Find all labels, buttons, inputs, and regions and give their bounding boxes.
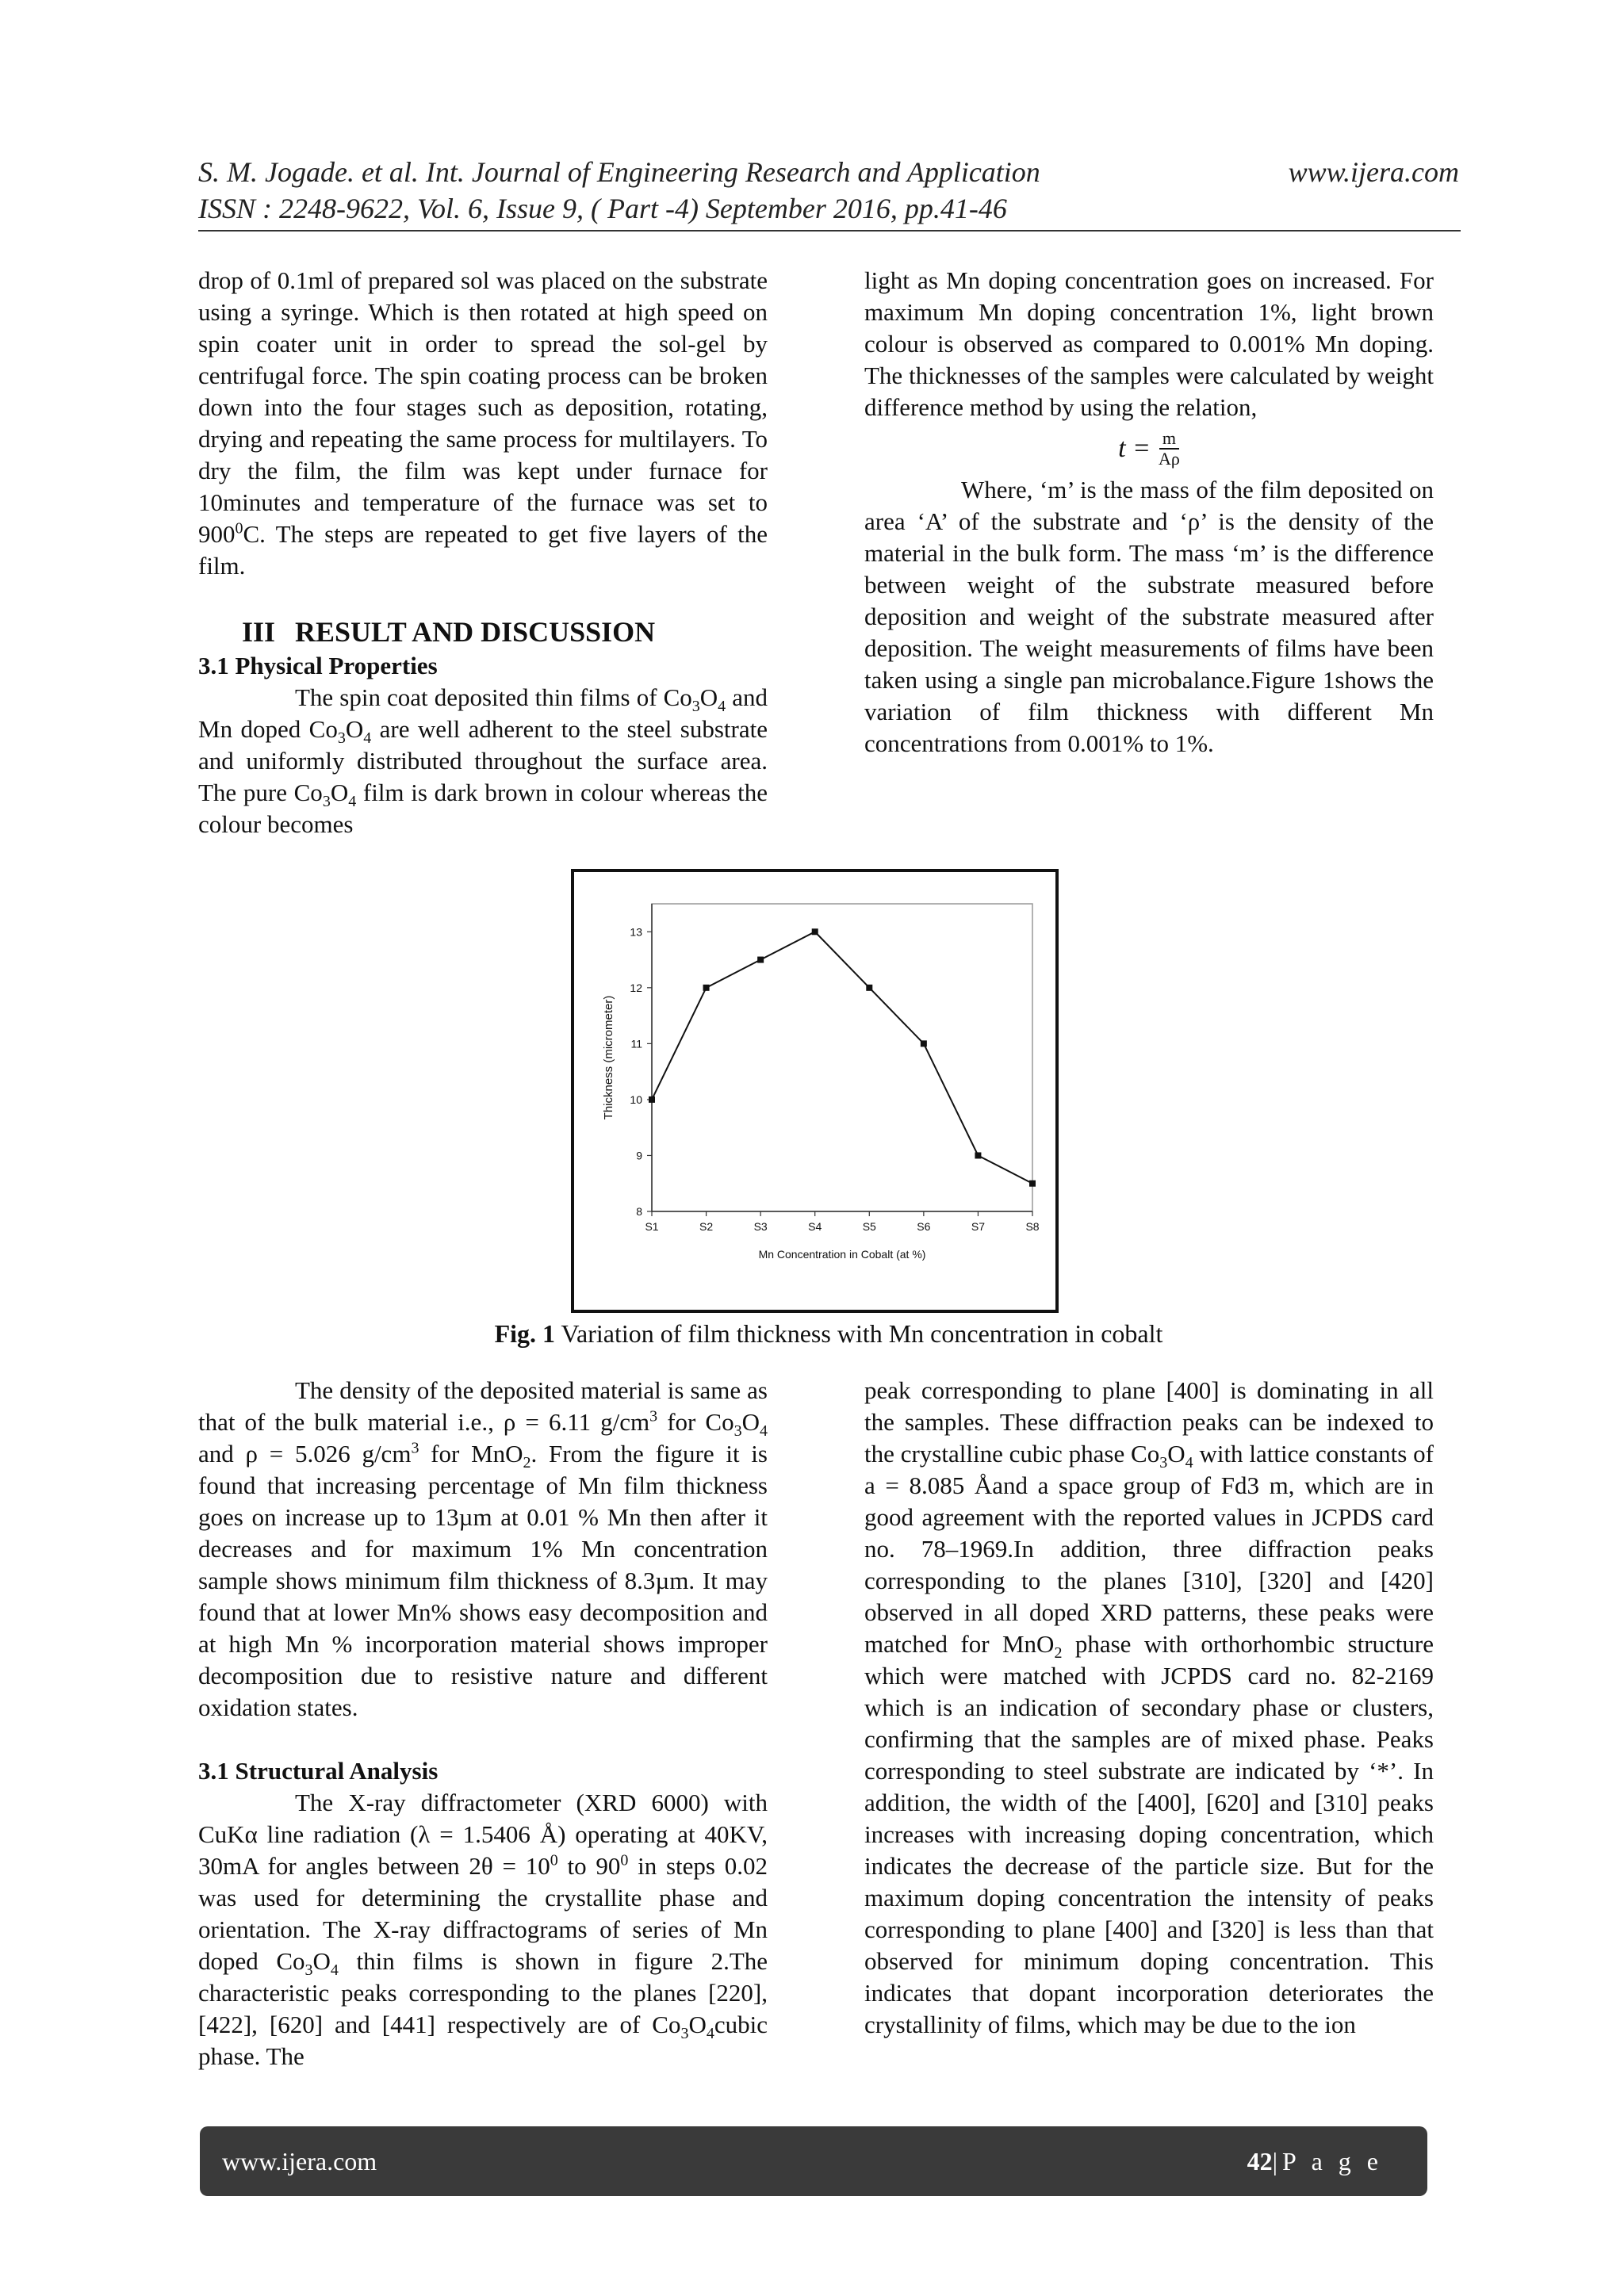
thickness-chart bbox=[574, 872, 1055, 1310]
x-tick-label: S8 bbox=[1025, 1220, 1040, 1233]
data-point-S1 bbox=[649, 1096, 655, 1103]
data-point-S4 bbox=[812, 928, 818, 935]
x-axis-ticks bbox=[645, 1211, 1039, 1233]
paragraph: The density of the deposited material is same as that of the bulk material i.e., ρ = 6.11 $g/cm^3$ for $Co_3O_4$ and ρ = 5.026 $g/cm^3$ for MnO$_2$. From the figure it is found that increasing percentage of Mn film thickness goes on increase up to 13µm at 0.01 % Mn then after it decreases and for maximum 1% Mn concentration sample shows minimum film thickness of 8.3µm. It may found that at lower Mn% shows easy decomposition and at high Mn % incorporation material shows improper decomposition due to resistive nature and different oxidation states. bbox=[198, 1376, 768, 1721]
data-point-S6 bbox=[921, 1040, 927, 1047]
subsection-heading: 3.1 Structural Analysis bbox=[198, 1757, 439, 1785]
x-tick-label: S4 bbox=[808, 1220, 822, 1233]
subsection-heading: 3.1 Physical Properties bbox=[198, 652, 438, 679]
header-website[interactable]: www.ijera.com bbox=[1288, 156, 1459, 188]
figure-caption: Fig. 1 Variation of film thickness with Mn concentration in cobalt bbox=[494, 1319, 1163, 1348]
series-line bbox=[652, 932, 1032, 1183]
running-header bbox=[198, 154, 1459, 227]
right-column-top bbox=[864, 265, 1434, 760]
paragraph: The spin coat deposited thin films of $Co_3O_4$ and Mn doped $Co_3O_4$ are well adherent to the steel substrate and uniformly distributed throughout the surface area. The pure $Co_3O_4$ film is dark brown in colour whereas the colour becomes bbox=[198, 683, 768, 838]
data-point-S3 bbox=[757, 957, 764, 963]
data-point-S5 bbox=[866, 985, 872, 991]
data-point-S8 bbox=[1029, 1181, 1036, 1187]
x-tick-label: S1 bbox=[645, 1220, 659, 1233]
right-column-bottom bbox=[864, 1375, 1434, 2041]
section-heading: III RESULT AND DISCUSSION bbox=[242, 616, 656, 648]
x-tick-label: S6 bbox=[917, 1220, 931, 1233]
y-axis-ticks bbox=[630, 925, 652, 1218]
figure-frame bbox=[571, 869, 1059, 1313]
plot-area-border bbox=[652, 904, 1032, 1211]
header-journal: S. M. Jogade. et al. Int. Journal of Engineering Research and Application bbox=[198, 156, 1040, 188]
x-tick-label: S2 bbox=[699, 1220, 714, 1233]
paragraph: drop of 0.1ml of prepared sol was placed on the substrate using a syringe. Which is then rotated at high speed on spin coater unit in order to spread the sol-gel by centrifugal force. The spin coating process can be broken down into the four stages such as deposition, rotating, drying and repeating the same process for multilayers. To dry the film, the film was kept under furnace for 10minutes and temperature of the furnace was set to $900^0C$. The steps are repeated to get five layers of the film. bbox=[198, 266, 768, 580]
header-divider bbox=[198, 230, 1461, 232]
x-tick-label: S7 bbox=[971, 1220, 985, 1233]
data-point-S2 bbox=[703, 985, 710, 991]
paragraph: Where, ‘m’ is the mass of the film deposited on area ‘A’ of the substrate and ‘ρ’ is the density of the material in the bulk form. The mass ‘m’ is the difference between weight of the substrate measured before deposition and weight of the substrate measured after deposition. The weight measurements of films have been taken using a single pan microbalance.Figure 1shows the variation of film thickness with different Mn concentrations from 0.001% to 1%. bbox=[864, 476, 1434, 757]
data-markers bbox=[649, 928, 1036, 1186]
y-tick-label: 12 bbox=[630, 981, 642, 994]
page-footer bbox=[200, 2126, 1427, 2196]
x-axis-label: Mn Concentration in Cobalt (at %) bbox=[758, 1248, 926, 1261]
thickness-equation: t = $\frac{m}{A\rho}$ bbox=[1118, 428, 1180, 469]
y-axis-label: Thickness (micrometer) bbox=[602, 995, 615, 1120]
data-point-S7 bbox=[975, 1152, 981, 1158]
x-tick-label: S3 bbox=[753, 1220, 768, 1233]
y-tick-label: 10 bbox=[630, 1093, 642, 1106]
y-tick-label: 8 bbox=[636, 1205, 642, 1218]
footer-website[interactable]: www.ijera.com bbox=[222, 2146, 377, 2175]
y-tick-label: 13 bbox=[630, 925, 642, 939]
left-column-bottom bbox=[198, 1375, 768, 2072]
page-number: 42|P a g e bbox=[1247, 2146, 1383, 2175]
paragraph: peak corresponding to plane [400] is dominating in all the samples. These diffraction peaks can be indexed to the crystalline cubic phase $Co_3O_4$ with lattice constants of a = 8.085 Åand a space group of Fd3 m, which are in good agreement with the reported values in JCPDS card no. 78–1969.In addition, three diffraction peaks corresponding to the planes [310], [320] and [420] observed in all doped XRD patterns, these peaks were matched for MnO$_2$ phase with orthorhombic structure which were matched with JCPDS card no. 82-2169 which is an indication of secondary phase or clusters, confirming that the samples are of mixed phase. Peaks corresponding to steel substrate are indicated by ‘*’. In addition, the width of the [400], [620] and [310] peaks increases with increasing doping concentration, which indicates the decrease of the particle size. But for the maximum doping concentration the intensity of peaks corresponding to plane [400] and [320] is less than that observed for minimum doping concentration. This indicates that dopant incorporation deteriorates the crystallinity of films, which may be due to the ion bbox=[864, 1376, 1434, 2038]
y-tick-label: 11 bbox=[630, 1037, 642, 1050]
header-issn: ISSN : 2248-9622, Vol. 6, Issue 9, ( Part -4) September 2016, pp.41-46 bbox=[198, 193, 1007, 224]
paragraph: The X-ray diffractometer (XRD 6000) with CuKα line radiation (λ = 1.5406 Å) operating at 40KV, 30mA for angles between $2\theta = 10^0$ to $90^0$ in steps 0.02 was used for determining the crystallite phase and orientation. The X-ray diffractograms of series of Mn doped $Co_3O_4$ thin films is shown in figure 2.The characteristic peaks corresponding to the planes [220], [422], [620] and [441] respectively are of $Co_3O_4cubic$ phase. The bbox=[198, 1789, 768, 2070]
y-tick-label: 9 bbox=[636, 1149, 642, 1162]
paragraph: light as Mn doping concentration goes on increased. For maximum Mn doping concentration 1%, light brown colour is observed as compared to 0.001% Mn doping. The thicknesses of the samples were calculated by weight difference method by using the relation, bbox=[864, 266, 1434, 421]
x-tick-label: S5 bbox=[862, 1220, 876, 1233]
left-column-top bbox=[198, 265, 768, 840]
